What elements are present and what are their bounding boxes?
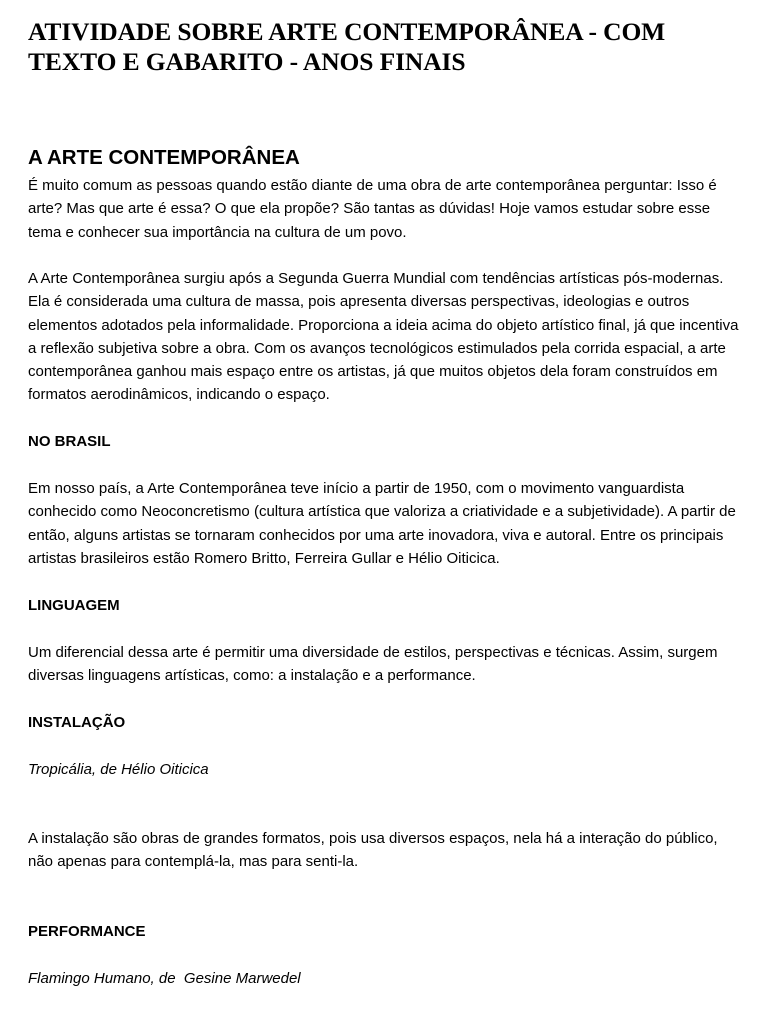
intro-paragraph: É muito comum as pessoas quando estão diante de uma obra de arte contemporânea perguntar: Isso é arte? Mas que arte é essa? O que ela propõe? São tantas as dúvidas! Hoje vamos estudar sobre esse tema e conhecer sua importância na cultura de um povo.	[28, 177, 717, 241]
history-paragraph: A Arte Contemporânea surgiu após a Segunda Guerra Mundial com tendências artísticas pós-modernas. Ela é considerada uma cultura de massa, pois apresenta diversas perspectivas, ideologias e outros elementos adotados pela informalidade. Proporciona a ideia acima do objeto artístico final, já que incentiva a reflexão subjetiva sobre a obra. Com os avanços tecnológicos estimulados pela corrida espacial, a arte contemporânea ganhou mais espaço entre os artistas, já que muitos objetos dela foram construídos em formatos aerodinâmicos, indicando o espaço.	[28, 270, 739, 404]
heading-brasil: NO BRASIL	[28, 433, 111, 450]
instalacao-paragraph: A instalação são obras de grandes formatos, pois usa diversos espaços, nela há a interação do público, não apenas para contemplá-la, mas para senti-la.	[28, 830, 718, 871]
heading-instalacao: INSTALAÇÃO	[28, 714, 126, 731]
caption-instalacao: Tropicália, de Hélio Oiticica	[28, 761, 209, 778]
heading-linguagem: LINGUAGEM	[28, 597, 120, 614]
section-title: A ARTE CONTEMPORÂNEA	[28, 146, 300, 169]
linguagem-paragraph: Um diferencial dessa arte é permitir uma diversidade de estilos, perspectivas e técnicas. Assim, surgem diversas linguagens artísticas, como: a instalação e a performance.	[28, 644, 718, 685]
caption-performance: Flamingo Humano, de Gesine Marwedel	[28, 970, 301, 987]
heading-performance: PERFORMANCE	[28, 923, 146, 940]
brasil-paragraph: Em nosso país, a Arte Contemporânea teve início a partir de 1950, com o movimento vanguardista conhecido como Neoconcretismo (cultura artística que valoriza a criatividade e a subjetividade). A partir de então, alguns artistas se tornaram conhecidos por uma arte inovadora, viva e autoral. Entre os principais artistas brasileiros estão Romero Britto, Ferreira Gullar e Hélio Oiticica.	[28, 480, 736, 567]
document-title: ATIVIDADE SOBRE ARTE CONTEMPORÂNEA - COM TEXTO E GABARITO - ANOS FINAIS	[28, 17, 666, 76]
